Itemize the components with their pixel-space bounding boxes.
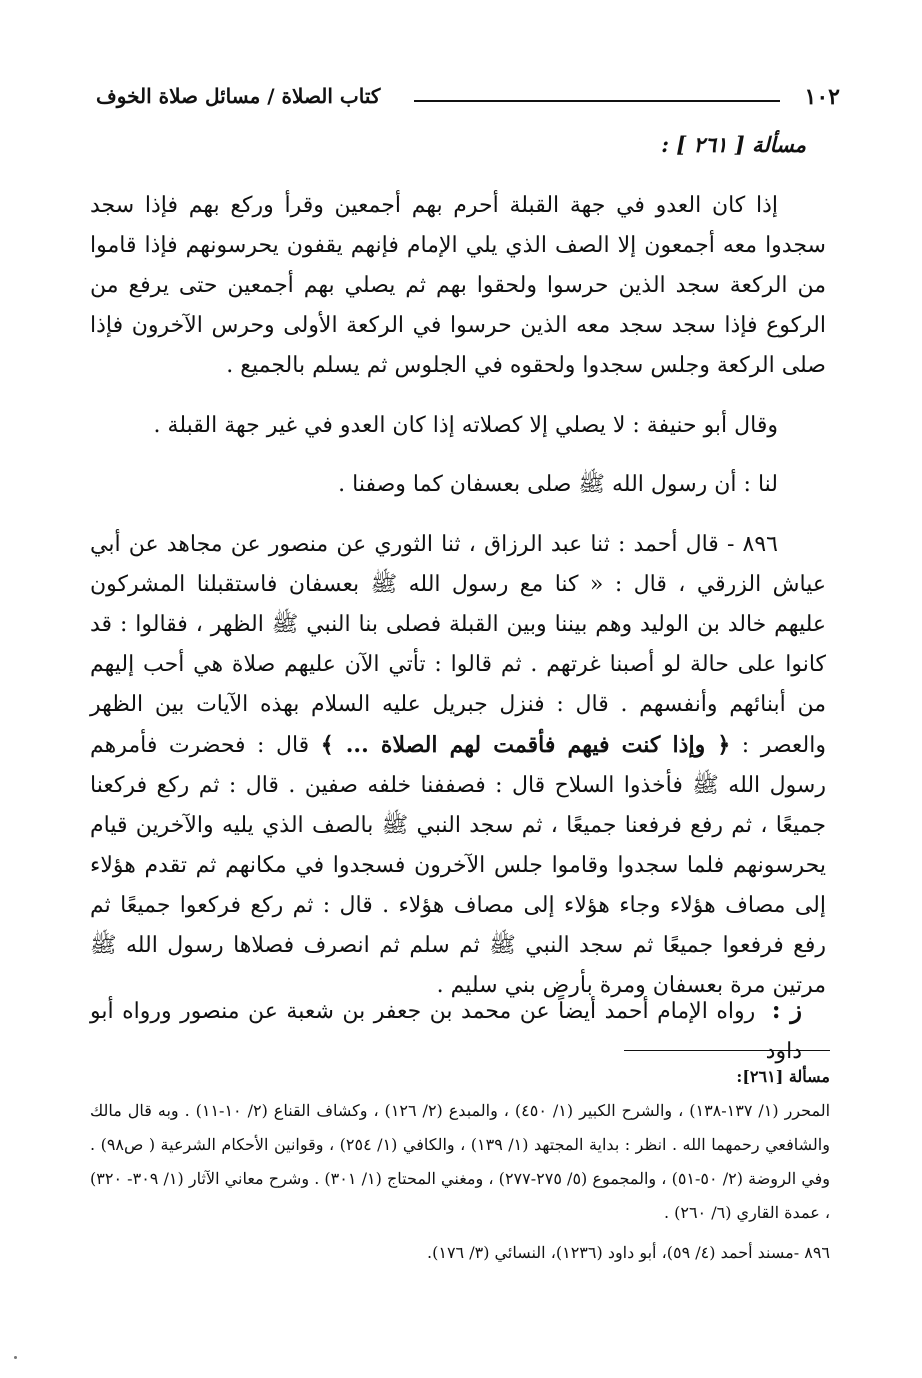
hadith-text-part2: قال : فحضرت فأمرهم رسول الله ﷺ فأخذوا السلاح قال : فصففنا خلفه صفين . قال : ثم ركع فركعنا جميعًا ، ثم رفع فرفعنا جميعًا ، ثم سجد النبي ﷺ بالصف الذي يليه والآخرين قيام يحرسونهم فلما سجدوا وقاموا جلس الآخرون فسجدوا في مكانهم ثم تقدم هؤلاء إلى مصاف هؤلاء وجاء هؤلاء إلى مصاف هؤلاء . قال : ثم ركع فركعوا جميعًا ثم رفع فرفعوا جميعًا ثم سجد النبي ﷺ ثم سلم ثم انصرف فصلاها رسول الله ﷺ مرتين مرة بعسفان ومرة بأرض بني سليم . (90, 733, 826, 998)
hadith-text-part1: ٨٩٦ - قال أحمد : ثنا عبد الرزاق ، ثنا الثوري عن منصور عن مجاهد عن أبي عياش الزرقي ، قال : « كنا مع رسول الله ﷺ بعسفان فاستقبلنا المشركون عليهم خالد بن الوليد وهم بيننا وبين القبلة فصلى بنا النبي ﷺ الظهر ، فقالوا : قد كانوا على حالة لو أصبنا غرتهم . ثم قالوا : تأتي الآن عليهم صلاة هي أحب إليهم من أبنائهم وأنفسهم . قال : فنزل جبريل عليه السلام بهذه الآيات بين الظهر والعصر : (90, 532, 826, 758)
paragraph-hadith-896 (90, 525, 826, 1006)
page-header (96, 80, 840, 120)
paragraph-ruling: إذا كان العدو في جهة القبلة أحرم بهم أجمعين وقرأ وركع بهم فإذا سجد سجدوا معه أجمعون إلا الصف الذي يلي الإمام فإنهم يقفون يحرسونهم فإذا قاموا من الركعة سجد الذين حرسوا ولحقوا بهم ثم يصلي بهم أجمعين حتى يرفع من الركوع فإذا سجد سجد معه الذين حرسوا في الركعة الأولى وحرس الآخرون فإذا صلى الركعة وجلس سجدوا ولحقوه في الجلوس ثم يسلم بالجميع . (90, 193, 826, 378)
footnote-references: المحرر (١/ ١٣٧-١٣٨) ، والشرح الكبير (١/ ٤٥٠) ، والمبدع (٢/ ١٢٦) ، وكشاف القناع (٢/ ١٠-١١) . وبه قال مالك والشافعي رحمهما الله . انظر : بداية المجتهد (١/ ١٣٩) ، والكافي (١/ ٢٥٤) ، وقوانين الأحكام الشرعية ( ص٩٨) . وفي الروضة (٢/ ٥٠-٥١) ، والمجموع (٥/ ٢٧٥-٢٧٧) ، ومغني المحتاج (١/ ٣٠١) . وشرح معاني الآثار (١/ ٣٠٩- ٣٢٠) ، عمدة القاري (٦/ ٢٦٠) . (90, 1101, 831, 1222)
scan-speck (14, 1356, 17, 1359)
footnote-hadith-references: ٨٩٦ -مسند أحمد (٤/ ٥٩)، أبو داود (١٢٣٦)، النسائي (٣/ ١٧٦). (427, 1243, 830, 1262)
issue-title: مسألة [ ٢٦١ ] : (661, 132, 806, 157)
footnotes (90, 1060, 830, 1270)
header-rule (414, 100, 780, 102)
quran-verse: ﴿ وإذا كنت فيهم فأقمت لهم الصلاة ... ﴾ (320, 732, 731, 758)
page-number: ١٠٢ (804, 84, 840, 110)
paragraph-evidence: لنا : أن رسول الله ﷺ صلى بعسفان كما وصفنا . (338, 472, 778, 497)
footnote-title: مسألة [٢٦١]: (736, 1067, 830, 1086)
paragraph-abu-hanifa: وقال أبو حنيفة : لا يصلي إلا كصلاته إذا كان العدو في غير جهة القبلة . (153, 413, 778, 438)
running-title: كتاب الصلاة / مسائل صلاة الخوف (96, 84, 381, 108)
addition-text: رواه الإمام أحمد أيضاً عن محمد بن جعفر بن شعبة عن منصور ورواه أبو داود (90, 999, 802, 1064)
addition-mark: ز : (771, 995, 802, 1024)
footnote-separator (624, 1050, 830, 1051)
